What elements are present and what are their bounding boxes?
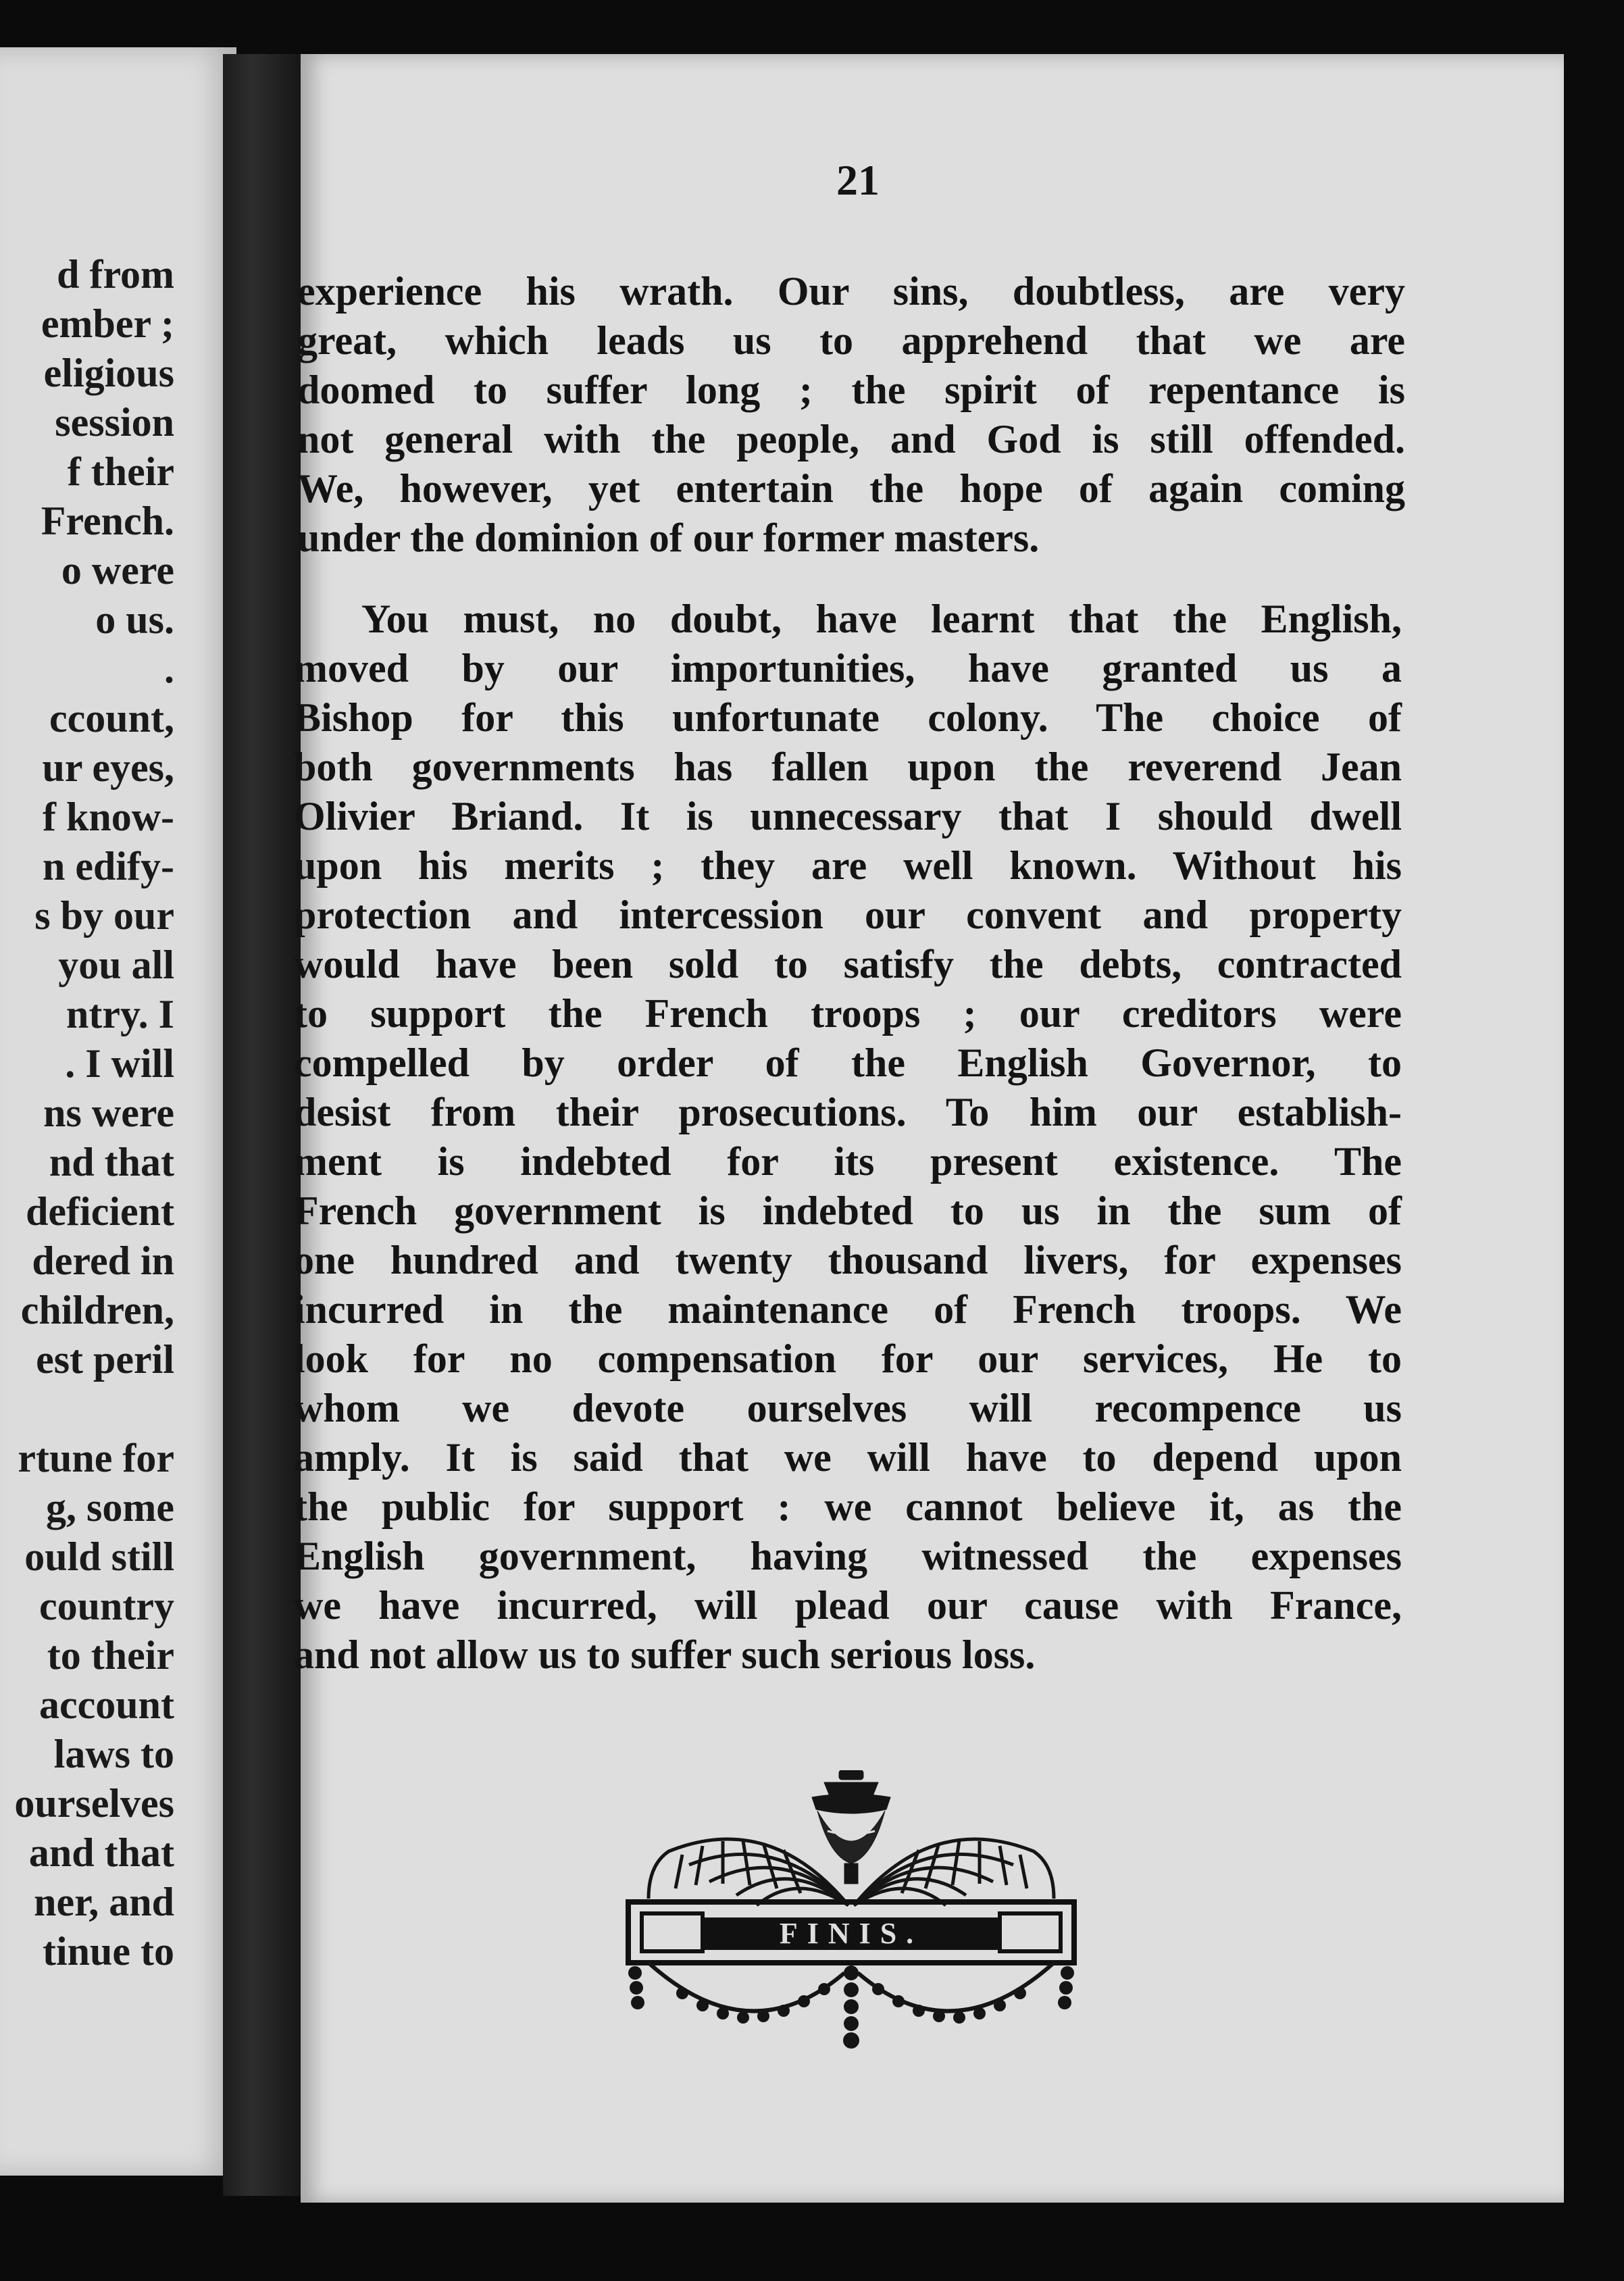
left-page-line: . (164, 647, 174, 691)
left-page-line: rtune for (18, 1436, 174, 1480)
left-page-line: eligious (43, 351, 174, 395)
paragraph-line: great, which leads us to apprehend that we are (297, 318, 1405, 363)
left-page-line: account (39, 1682, 174, 1727)
left-page-line: ould still (24, 1534, 174, 1579)
finis-ornament (621, 1770, 1081, 2054)
banner (628, 1902, 1074, 1963)
left-page-line: ner, and (34, 1880, 174, 1924)
left-page-line: ur eyes, (42, 745, 174, 790)
paragraph-line: would have been sold to satisfy the debts, contracted (294, 942, 1402, 986)
left-page-line: s by our (34, 893, 174, 938)
paragraph-line: we have incurred, will plead our cause with France, (294, 1583, 1402, 1628)
left-page-line: ntry. I (66, 992, 174, 1036)
plume-right-icon (854, 1839, 1054, 1905)
paragraph-line: and not allow us to suffer such serious loss. (294, 1632, 1036, 1677)
paragraph-line: both governments has fallen upon the reverend Jean (294, 745, 1402, 789)
left-page-line: and that (28, 1830, 174, 1875)
left-page-line: est peril (36, 1337, 174, 1382)
left-page-line: ourselves (14, 1781, 174, 1826)
paragraph-line: upon his merits ; they are well known. Without his (294, 843, 1402, 888)
left-page-line: ember ; (41, 301, 174, 346)
paragraph-line: doomed to suffer long ; the spirit of repentance is (297, 368, 1405, 412)
paragraph-line: Bishop for this unfortunate colony. The choice of (294, 695, 1402, 740)
left-page-line: to their (47, 1633, 174, 1678)
left-page-text (0, 250, 174, 1976)
left-page-line: f their (67, 449, 174, 494)
left-page-line: children, (20, 1288, 174, 1332)
paragraph-line: Olivier Briand. It is unnecessary that I should dwell (294, 794, 1402, 838)
finis-label: FINIS. (779, 1917, 923, 1950)
book-gutter (223, 54, 304, 2196)
paragraph-line: We, however, yet entertain the hope of again coming (297, 466, 1405, 511)
left-page-line: o us. (95, 597, 174, 642)
left-page-line: country (39, 1584, 174, 1628)
paragraph-line: You must, no doubt, have learnt that the English, (361, 597, 1402, 641)
left-page-line: nd that (49, 1140, 174, 1184)
paragraph-1 (297, 267, 1405, 563)
paragraph-line: protection and intercession our convent and property (294, 893, 1402, 937)
left-page-line: French. (41, 499, 174, 543)
paragraph-line: incurred in the maintenance of French troops. We (294, 1287, 1402, 1332)
paragraph-line: ment is indebted for its present existence. The (294, 1139, 1402, 1184)
paragraph-2 (294, 595, 1402, 1680)
left-page-line: ccount, (49, 696, 174, 741)
left-page-line: . I will (65, 1041, 174, 1086)
left-page-line (0, 1384, 174, 1434)
left-page-line: n edify- (43, 844, 174, 888)
paragraph-line: compelled by order of the English Governor, to (294, 1041, 1402, 1085)
bead-swag-icon (628, 1963, 1074, 2049)
paragraph-line: to support the French troops ; our creditors were (294, 991, 1402, 1036)
paragraph-line: desist from their prosecutions. To him our establish- (294, 1090, 1402, 1134)
left-page-line: g, some (46, 1485, 174, 1530)
urn-icon (812, 1770, 890, 1884)
paragraph-line: experience his wrath. Our sins, doubtless, are very (297, 269, 1405, 314)
paragraph-line: English government, having witnessed the expenses (294, 1534, 1402, 1578)
paragraph-line: under the dominion of our former masters. (297, 516, 1040, 560)
left-page-line: session (55, 400, 174, 445)
left-page-line: d from (57, 252, 174, 297)
left-page-line: f know- (42, 795, 174, 839)
left-page-line: you all (58, 943, 174, 987)
left-page-line: deficient (26, 1189, 174, 1234)
left-page-line: laws to (53, 1732, 174, 1776)
paragraph-line: moved by our importunities, have granted us a (294, 646, 1402, 691)
paragraph-line: one hundred and twenty thousand livers, for expenses (294, 1238, 1402, 1282)
plume-left-icon (649, 1839, 848, 1905)
paragraph-line: the public for support : we cannot believe it, as the (294, 1484, 1402, 1529)
page-number: 21 (836, 156, 880, 204)
paragraph-line: French government is indebted to us in the sum of (294, 1188, 1402, 1233)
left-page-line: dered in (32, 1238, 174, 1283)
paragraph-line: look for no compensation for our services, He to (294, 1336, 1402, 1381)
left-page (0, 47, 236, 2176)
left-page-line: ns were (43, 1091, 174, 1135)
left-page-line: tinue to (43, 1929, 174, 1974)
paragraph-line: whom we devote ourselves will recompence us (294, 1386, 1402, 1430)
left-page-line: o were (61, 548, 174, 593)
paragraph-line: amply. It is said that we will have to depend upon (294, 1435, 1402, 1480)
paragraph-line: not general with the people, and God is still offended. (297, 417, 1405, 461)
